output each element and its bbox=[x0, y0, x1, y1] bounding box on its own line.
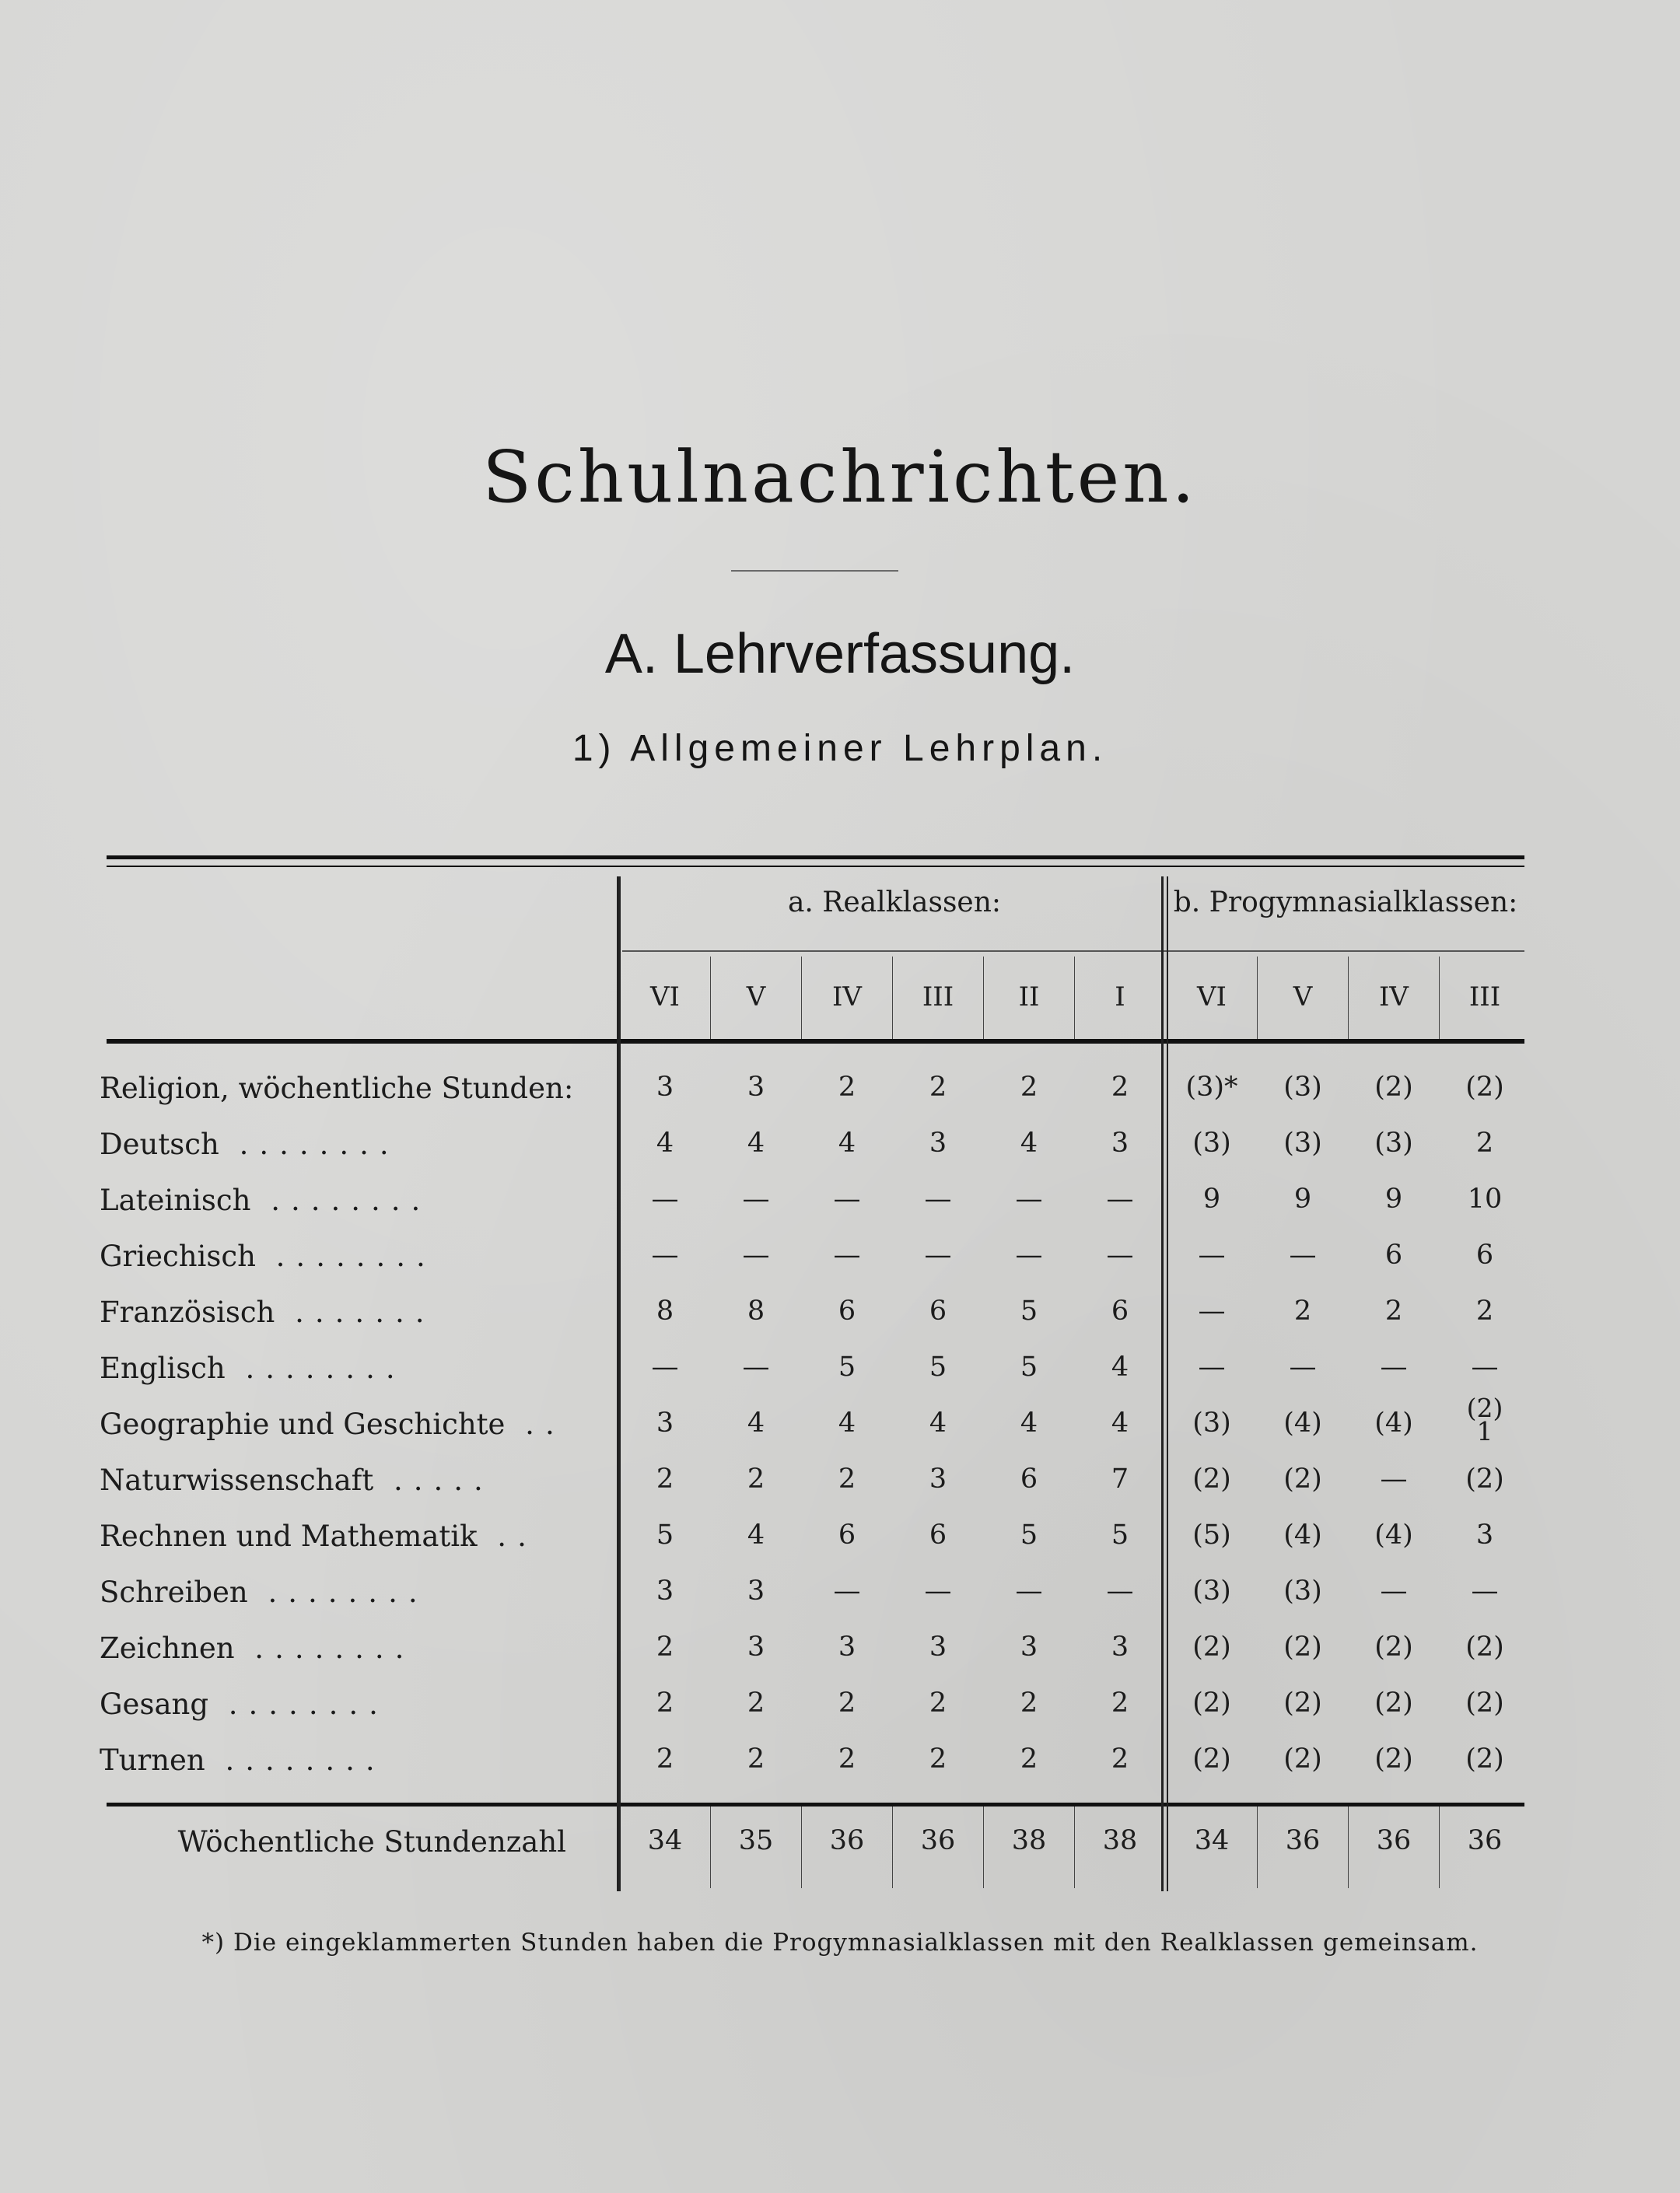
table-cell: 5 bbox=[1020, 1296, 1038, 1327]
row-label bbox=[100, 1576, 566, 1609]
table-cell: — bbox=[1015, 1576, 1043, 1607]
table-cell: 4 bbox=[1111, 1408, 1129, 1439]
total-label: Wöchentliche Stundenzahl bbox=[177, 1825, 566, 1859]
table-cell: (5) bbox=[1192, 1520, 1231, 1551]
table-cell: (2) bbox=[1283, 1688, 1322, 1719]
row-label-leader-dots: ....... bbox=[275, 1296, 436, 1329]
table-cell: 2 bbox=[1111, 1744, 1129, 1775]
table-cell: — bbox=[833, 1184, 861, 1215]
table-cell: 4 bbox=[838, 1128, 856, 1159]
table-cell: (4) bbox=[1283, 1408, 1322, 1439]
row-label bbox=[100, 1072, 574, 1105]
page-title: Schulnachrichten. bbox=[482, 435, 1198, 519]
table-cell: 3 bbox=[929, 1128, 947, 1159]
table-cell: — bbox=[1471, 1576, 1499, 1607]
row-label-leader-dots: ........ bbox=[208, 1688, 389, 1721]
table-cell-stacked-line: 1 bbox=[1476, 1416, 1493, 1446]
table-cell: (3) bbox=[1283, 1128, 1322, 1159]
table-cell: 9 bbox=[1202, 1184, 1221, 1215]
row-label bbox=[100, 1464, 566, 1497]
table-cell: (3) bbox=[1374, 1128, 1413, 1159]
table-cell: 6 bbox=[929, 1520, 947, 1551]
column-header: VI bbox=[1197, 981, 1227, 1013]
table-cell: — bbox=[651, 1240, 679, 1271]
table-cell: (2) bbox=[1192, 1632, 1231, 1663]
column-header: IV bbox=[832, 981, 862, 1013]
table-cell: 8 bbox=[747, 1296, 765, 1327]
table-cell: 2 bbox=[838, 1744, 856, 1775]
table-cell: 4 bbox=[929, 1408, 947, 1439]
table-cell: — bbox=[1106, 1240, 1134, 1271]
subsection-heading: 1) Allgemeiner Lehrplan. bbox=[572, 728, 1108, 769]
table-cell: 2 bbox=[1293, 1296, 1312, 1327]
header-bottom-rule bbox=[107, 1039, 1524, 1044]
table-cell: (2) bbox=[1192, 1464, 1231, 1495]
table-cell: 2 bbox=[929, 1688, 947, 1719]
row-label bbox=[100, 1352, 566, 1385]
table-cell: — bbox=[1471, 1352, 1499, 1383]
row-label-text: Zeichnen bbox=[100, 1632, 235, 1665]
row-label-leader-dots: ........ bbox=[234, 1632, 415, 1665]
row-label-text: Deutsch bbox=[100, 1128, 219, 1161]
row-label-text: Turnen bbox=[100, 1744, 205, 1777]
table-cell: 2 bbox=[1020, 1744, 1038, 1775]
table-cell: (2) bbox=[1465, 1744, 1504, 1775]
table-cell: 2 bbox=[656, 1464, 674, 1495]
row-label-leader-dots: ..... bbox=[373, 1464, 494, 1497]
table-cell: 2 bbox=[747, 1744, 765, 1775]
row-label-leader-dots: ........ bbox=[219, 1128, 400, 1161]
table-cell-stacked bbox=[1440, 1393, 1530, 1446]
table-cell: 2 bbox=[1384, 1296, 1403, 1327]
table-cell: 3 bbox=[747, 1632, 765, 1663]
table-cell: 5 bbox=[929, 1352, 947, 1383]
total-cell: 38 bbox=[1011, 1825, 1047, 1856]
table-cell: 6 bbox=[1384, 1240, 1403, 1271]
table-cell: 3 bbox=[747, 1576, 765, 1607]
row-label-text: Griechisch bbox=[100, 1240, 256, 1273]
table-cell: 5 bbox=[1020, 1352, 1038, 1383]
total-cell: 36 bbox=[920, 1825, 956, 1856]
table-cell: 4 bbox=[1111, 1352, 1129, 1383]
table-cell: (2) bbox=[1192, 1688, 1231, 1719]
group-separator-b bbox=[1167, 876, 1168, 1891]
total-cell: 35 bbox=[738, 1825, 774, 1856]
table-cell: (4) bbox=[1283, 1520, 1322, 1551]
total-cell: 36 bbox=[1376, 1825, 1412, 1856]
column-header: I bbox=[1115, 981, 1125, 1013]
row-label-text: Religion, wöchentliche Stunden: bbox=[100, 1072, 574, 1105]
table-cell: (4) bbox=[1374, 1408, 1413, 1439]
table-cell: 4 bbox=[747, 1520, 765, 1551]
column-header: IV bbox=[1379, 981, 1409, 1013]
table-cell: — bbox=[1015, 1240, 1043, 1271]
table-cell: 2 bbox=[1020, 1072, 1038, 1103]
table-cell: (2) bbox=[1374, 1744, 1413, 1775]
table-cell: 6 bbox=[838, 1520, 856, 1551]
table-cell: 4 bbox=[747, 1128, 765, 1159]
table-cell: — bbox=[924, 1240, 952, 1271]
table-cell: 2 bbox=[656, 1632, 674, 1663]
table-cell: — bbox=[833, 1240, 861, 1271]
table-cell: 3 bbox=[656, 1576, 674, 1607]
table-cell: 3 bbox=[929, 1464, 947, 1495]
row-label-text: Französisch bbox=[100, 1296, 275, 1329]
group-header-rule bbox=[622, 950, 1524, 952]
table-cell: 6 bbox=[1111, 1296, 1129, 1327]
table-cell: 3 bbox=[1111, 1632, 1129, 1663]
table-cell: 2 bbox=[656, 1744, 674, 1775]
group-separator-a bbox=[1161, 876, 1164, 1891]
table-cell: 2 bbox=[1111, 1688, 1129, 1719]
table-cell: (3) bbox=[1192, 1128, 1231, 1159]
row-label-leader-dots: ........ bbox=[255, 1240, 436, 1273]
column-header: III bbox=[922, 981, 954, 1013]
table-cell: 2 bbox=[747, 1688, 765, 1719]
column-header: VI bbox=[650, 981, 680, 1013]
table-cell: 2 bbox=[1111, 1072, 1129, 1103]
table-cell: 2 bbox=[747, 1464, 765, 1495]
table-cell: 3 bbox=[656, 1072, 674, 1103]
table-cell: — bbox=[1198, 1240, 1226, 1271]
table-cell: — bbox=[1380, 1464, 1408, 1495]
table-cell: 6 bbox=[838, 1296, 856, 1327]
table-cell: 4 bbox=[1020, 1408, 1038, 1439]
table-cell: — bbox=[742, 1184, 770, 1215]
row-label-text: Schreiben bbox=[100, 1576, 248, 1609]
table-cell: 3 bbox=[1111, 1128, 1129, 1159]
row-label-text: Lateinisch bbox=[100, 1184, 251, 1217]
table-cell: 2 bbox=[929, 1072, 947, 1103]
table-cell: 2 bbox=[1475, 1128, 1494, 1159]
row-label-leader-dots: ........ bbox=[250, 1184, 432, 1217]
table-cell: 4 bbox=[656, 1128, 674, 1159]
group-header-progym: b. Progymnasialklassen: bbox=[1173, 887, 1518, 918]
table-cell: — bbox=[1198, 1352, 1226, 1383]
table-cell: — bbox=[1015, 1184, 1043, 1215]
label-separator bbox=[617, 876, 621, 1891]
row-label-leader-dots: ........ bbox=[225, 1352, 406, 1385]
table-top-rule bbox=[107, 855, 1524, 859]
table-cell: — bbox=[1380, 1576, 1408, 1607]
table-cell: 4 bbox=[838, 1408, 856, 1439]
table-cell: (2) bbox=[1374, 1072, 1413, 1103]
table-cell: (3) bbox=[1283, 1072, 1322, 1103]
table-cell: — bbox=[1289, 1240, 1317, 1271]
table-cell: 3 bbox=[747, 1072, 765, 1103]
row-label bbox=[100, 1408, 566, 1441]
table-cell: — bbox=[651, 1184, 679, 1215]
table-cell: 3 bbox=[1020, 1632, 1038, 1663]
total-cell: 34 bbox=[1194, 1825, 1230, 1856]
table-cell: (2) bbox=[1465, 1632, 1504, 1663]
table-cell: (2) bbox=[1283, 1744, 1322, 1775]
table-cell: 3 bbox=[838, 1632, 856, 1663]
table-cell: (2) bbox=[1283, 1632, 1322, 1663]
table-cell: 5 bbox=[1020, 1520, 1038, 1551]
table-cell: (2) bbox=[1465, 1072, 1504, 1103]
table-cell: (3) bbox=[1192, 1408, 1231, 1439]
total-cell: 36 bbox=[829, 1825, 865, 1856]
table-cell: 3 bbox=[1475, 1520, 1494, 1551]
table-cell: — bbox=[651, 1352, 679, 1383]
row-label-text: Naturwissenschaft bbox=[100, 1464, 374, 1497]
row-label bbox=[100, 1688, 566, 1721]
table-cell-stacked-line: (2) bbox=[1466, 1393, 1503, 1423]
row-label bbox=[100, 1520, 566, 1553]
group-header-real: a. Realklassen: bbox=[787, 887, 1002, 918]
row-label-leader-dots: ........ bbox=[205, 1744, 386, 1777]
table-cell: 4 bbox=[1020, 1128, 1038, 1159]
table-cell: (2) bbox=[1374, 1688, 1413, 1719]
table-cell: 10 bbox=[1467, 1184, 1503, 1215]
row-label-text: Gesang bbox=[100, 1688, 209, 1721]
table-cell: 5 bbox=[1111, 1520, 1129, 1551]
table-cell: 9 bbox=[1293, 1184, 1312, 1215]
column-header: II bbox=[1018, 981, 1040, 1013]
row-label bbox=[100, 1240, 566, 1273]
table-cell: (3)* bbox=[1185, 1072, 1238, 1103]
table-cell: (2) bbox=[1465, 1688, 1504, 1719]
table-cell: 2 bbox=[656, 1688, 674, 1719]
table-cell: (2) bbox=[1283, 1464, 1322, 1495]
table-cell: — bbox=[833, 1576, 861, 1607]
table-cell: 8 bbox=[656, 1296, 674, 1327]
row-label-text: Rechnen und Mathematik bbox=[100, 1520, 478, 1553]
table-cell: 6 bbox=[1475, 1240, 1494, 1271]
table-cell: 2 bbox=[1475, 1296, 1494, 1327]
column-header: V bbox=[1293, 981, 1313, 1013]
table-cell: 6 bbox=[1020, 1464, 1038, 1495]
table-cell: (4) bbox=[1374, 1520, 1413, 1551]
table-cell: — bbox=[1198, 1296, 1226, 1327]
table-cell: (3) bbox=[1192, 1576, 1231, 1607]
table-cell: 6 bbox=[929, 1296, 947, 1327]
table-cell: 3 bbox=[656, 1408, 674, 1439]
table-cell: 9 bbox=[1384, 1184, 1403, 1215]
table-cell: — bbox=[1106, 1576, 1134, 1607]
row-label-leader-dots: .. bbox=[477, 1520, 537, 1553]
table-cell: 2 bbox=[838, 1688, 856, 1719]
table-cell: — bbox=[742, 1240, 770, 1271]
row-label-leader-dots: .. bbox=[505, 1408, 565, 1441]
row-label-text: Englisch bbox=[100, 1352, 226, 1385]
total-cell: 36 bbox=[1467, 1825, 1503, 1856]
table-cell: (2) bbox=[1374, 1632, 1413, 1663]
row-label bbox=[100, 1128, 566, 1161]
table-cell: — bbox=[1380, 1352, 1408, 1383]
table-cell: — bbox=[742, 1352, 770, 1383]
table-cell: — bbox=[1289, 1352, 1317, 1383]
section-heading: A. Lehrverfassung. bbox=[604, 623, 1076, 685]
row-label-leader-dots: ........ bbox=[247, 1576, 429, 1609]
table-cell: 2 bbox=[838, 1072, 856, 1103]
table-cell: 2 bbox=[929, 1744, 947, 1775]
table-cell: 2 bbox=[838, 1464, 856, 1495]
table-cell: — bbox=[1106, 1184, 1134, 1215]
footnote: *) Die eingeklammerten Stunden haben die Progymnasialklassen mit den Realklassen gemeinsam. bbox=[201, 1929, 1479, 1957]
total-cell: 34 bbox=[647, 1825, 683, 1856]
row-label bbox=[100, 1632, 566, 1665]
table-cell: 4 bbox=[747, 1408, 765, 1439]
table-cell: 3 bbox=[929, 1632, 947, 1663]
row-label bbox=[100, 1744, 566, 1777]
row-label-text: Geographie und Geschichte bbox=[100, 1408, 506, 1441]
totals-top-rule bbox=[107, 1803, 1524, 1807]
table-cell: — bbox=[924, 1576, 952, 1607]
table-top-rule-thin bbox=[107, 866, 1524, 867]
column-header: V bbox=[746, 981, 766, 1013]
row-label bbox=[100, 1184, 566, 1217]
table-cell: 2 bbox=[1020, 1688, 1038, 1719]
total-cell: 36 bbox=[1285, 1825, 1321, 1856]
table-cell: 7 bbox=[1111, 1464, 1129, 1495]
table-cell: (2) bbox=[1465, 1464, 1504, 1495]
table-cell: 5 bbox=[656, 1520, 674, 1551]
table-cell: (2) bbox=[1192, 1744, 1231, 1775]
column-header: III bbox=[1468, 981, 1501, 1013]
table-cell: — bbox=[924, 1184, 952, 1215]
total-cell: 38 bbox=[1102, 1825, 1138, 1856]
row-label bbox=[100, 1296, 566, 1329]
table-cell: 5 bbox=[838, 1352, 856, 1383]
table-cell: (3) bbox=[1283, 1576, 1322, 1607]
